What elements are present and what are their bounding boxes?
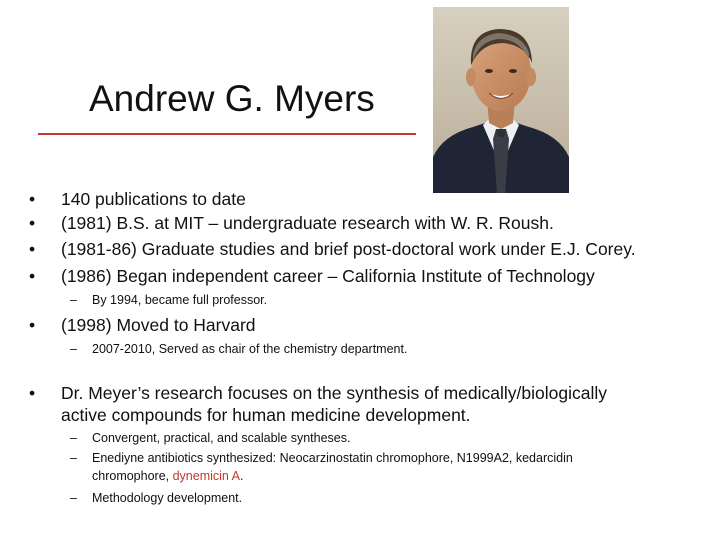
dash-icon: – <box>70 431 77 445</box>
portrait-image <box>433 7 569 193</box>
bullet-text: 140 publications to date <box>61 189 246 209</box>
bullet-icon: • <box>29 383 36 403</box>
bullet-icon: • <box>29 315 36 335</box>
bullet-text: Dr. Meyer’s research focuses on the synthesis of medically/biologically <box>61 383 607 403</box>
bullet-text: (1981) B.S. at MIT – undergraduate research with W. R. Roush. <box>61 213 554 233</box>
bullet-text: (1998) Moved to Harvard <box>61 315 256 335</box>
sub-bullet-text: Convergent, practical, and scalable syntheses. <box>92 431 351 445</box>
bullet-icon: • <box>29 213 36 233</box>
portrait-photo <box>433 7 569 193</box>
bullet-icon: • <box>29 239 36 259</box>
sub-bullet-text: Methodology development. <box>92 491 243 505</box>
sub-bullet-text: By 1994, became full professor. <box>92 293 268 307</box>
title-underline <box>38 133 416 135</box>
dash-icon: – <box>70 293 77 307</box>
bullet-text: active compounds for human medicine development. <box>61 405 471 425</box>
highlighted-compound: dynemicin A <box>172 469 241 483</box>
sub-bullet-text <box>92 467 244 486</box>
sub-bullet-text-prefix: chromophore, <box>92 469 173 483</box>
sub-bullet-text-suffix: . <box>240 469 244 483</box>
dash-icon: – <box>70 451 77 465</box>
sub-bullet-text: 2007-2010, Served as chair of the chemistry department. <box>92 342 408 356</box>
bullet-text: (1986) Began independent career – California Institute of Technology <box>61 266 595 286</box>
slide-title: Andrew G. Myers <box>89 78 375 119</box>
bullet-icon: • <box>29 266 36 286</box>
sub-bullet-text: Enediyne antibiotics synthesized: Neocarzinostatin chromophore, N1999A2, kedarcidin <box>92 451 573 465</box>
bullet-text: (1981-86) Graduate studies and brief post-doctoral work under E.J. Corey. <box>61 239 636 259</box>
bullet-icon: • <box>29 189 36 209</box>
dash-icon: – <box>70 342 77 356</box>
dash-icon: – <box>70 491 77 505</box>
